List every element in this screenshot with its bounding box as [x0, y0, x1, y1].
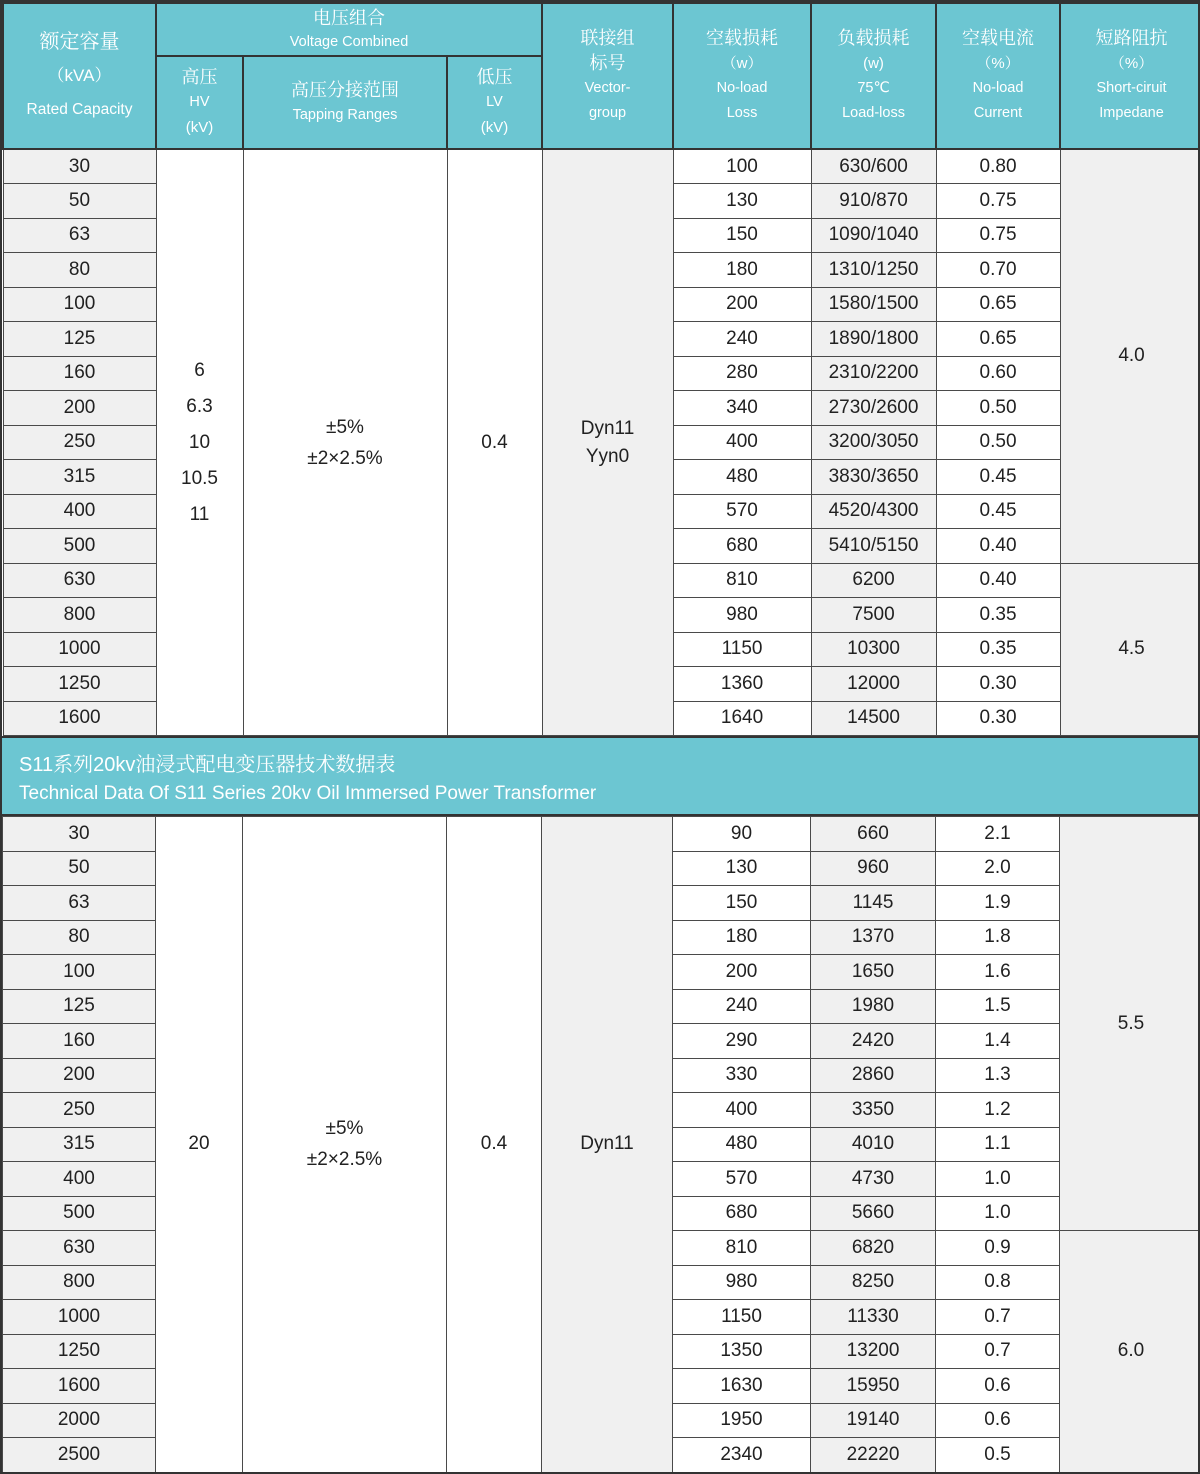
hv-cell: [156, 149, 243, 736]
noload-current-cell: 0.75: [936, 184, 1060, 219]
vector-group-cell-line: Yyn0: [585, 445, 630, 467]
load-loss-cell: 4010: [811, 1127, 936, 1162]
header-rated-capacity-unit: （kVA）: [47, 66, 112, 85]
noload-loss-cell: 810: [673, 1231, 811, 1266]
noload-loss-cell: 980: [673, 598, 811, 633]
load-loss-cell: 6200: [811, 563, 936, 598]
header-noload-current-line: （%）: [976, 55, 1020, 72]
header-noload-loss-line: （w）: [721, 55, 763, 72]
noload-loss-cell: 180: [673, 920, 811, 955]
header-lv-en: LV: [486, 94, 503, 110]
noload-current-cell: 1.2: [936, 1093, 1060, 1128]
vector-group-cell-line: Dyn11: [580, 1133, 634, 1155]
spec-table-lower: [2, 816, 1200, 1473]
capacity-cell: 500: [3, 529, 156, 564]
noload-loss-cell: 130: [673, 851, 811, 886]
header-noload-loss: [673, 3, 811, 149]
noload-loss-cell: 480: [673, 460, 811, 495]
noload-current-cell: 0.50: [936, 425, 1060, 460]
hv-cell-line: 6: [194, 359, 205, 381]
noload-loss-cell: 200: [673, 287, 811, 322]
load-loss-cell: 13200: [811, 1334, 936, 1369]
load-loss-cell: 2420: [811, 1024, 936, 1059]
capacity-cell: 630: [3, 1231, 156, 1266]
noload-current-cell: 0.6: [936, 1369, 1060, 1404]
header-voltage-combined-en: Voltage Combined: [289, 33, 409, 50]
capacity-cell: 160: [3, 1024, 156, 1059]
header-lv-zh: 低压: [476, 67, 513, 87]
lv-cell: 0.4: [447, 149, 542, 736]
noload-loss-cell: 680: [673, 529, 811, 564]
lv-cell: 0.4: [447, 817, 542, 1473]
noload-current-cell: 0.30: [936, 667, 1060, 702]
noload-current-cell: 1.6: [936, 955, 1060, 990]
load-loss-cell: 3200/3050: [811, 425, 936, 460]
noload-current-cell: 1.1: [936, 1127, 1060, 1162]
header-hv: [156, 56, 243, 149]
section-title-banner: [2, 736, 1198, 816]
header-rated-capacity-en: Rated Capacity: [26, 101, 133, 118]
noload-current-cell: 0.9: [936, 1231, 1060, 1266]
noload-loss-cell: 100: [673, 149, 811, 184]
load-loss-cell: 2310/2200: [811, 356, 936, 391]
noload-loss-cell: 1150: [673, 1300, 811, 1335]
header-vector-group-line: group: [588, 105, 627, 121]
noload-current-cell: 1.0: [936, 1162, 1060, 1197]
noload-current-cell: 0.75: [936, 218, 1060, 253]
noload-loss-cell: 130: [673, 184, 811, 219]
load-loss-cell: 4520/4300: [811, 494, 936, 529]
noload-loss-cell: 1150: [673, 632, 811, 667]
header-voltage-combined: [156, 3, 542, 56]
tapping-range-cell: [243, 817, 447, 1473]
load-loss-cell: 14500: [811, 701, 936, 736]
capacity-cell: 1000: [3, 1300, 156, 1335]
header-tapping-en: Tapping Ranges: [292, 106, 398, 123]
vector-group-cell-line: Dyn11: [580, 417, 635, 439]
capacity-cell: 50: [3, 851, 156, 886]
vector-group-cell: [542, 149, 673, 736]
noload-current-cell: 0.70: [936, 253, 1060, 288]
noload-loss-cell: 810: [673, 563, 811, 598]
load-loss-cell: 22220: [811, 1438, 936, 1473]
hv-cell-line: 11: [189, 503, 210, 525]
capacity-cell: 125: [3, 989, 156, 1024]
spec-row: [3, 817, 1200, 852]
noload-current-cell: 0.8: [936, 1265, 1060, 1300]
impedance-cell: 5.5: [1060, 817, 1200, 1231]
capacity-cell: 250: [3, 425, 156, 460]
noload-loss-cell: 2340: [673, 1438, 811, 1473]
tapping-range-cell-line: ±2×2.5%: [306, 1149, 383, 1171]
header-hv-unit: (kV): [185, 119, 214, 136]
load-loss-cell: 3350: [811, 1093, 936, 1128]
noload-loss-cell: 90: [673, 817, 811, 852]
load-loss-cell: 1980: [811, 989, 936, 1024]
capacity-cell: 315: [3, 460, 156, 495]
hv-cell-line: 10: [188, 431, 211, 453]
noload-loss-cell: 1360: [673, 667, 811, 702]
load-loss-cell: 910/870: [811, 184, 936, 219]
noload-current-cell: 0.60: [936, 356, 1060, 391]
capacity-cell: 100: [3, 955, 156, 990]
noload-current-cell: 1.9: [936, 886, 1060, 921]
noload-loss-cell: 240: [673, 989, 811, 1024]
noload-current-cell: 0.35: [936, 632, 1060, 667]
capacity-cell: 250: [3, 1093, 156, 1128]
header-vector-group: [542, 3, 673, 149]
capacity-cell: 100: [3, 287, 156, 322]
load-loss-cell: 960: [811, 851, 936, 886]
capacity-cell: 800: [3, 1265, 156, 1300]
header-load-loss-line: 负载损耗: [837, 28, 910, 48]
noload-current-cell: 0.65: [936, 287, 1060, 322]
noload-current-cell: 0.7: [936, 1300, 1060, 1335]
header-noload-current-line: No-load: [972, 80, 1024, 96]
impedance-cell: 6.0: [1060, 1231, 1200, 1473]
noload-current-cell: 1.5: [936, 989, 1060, 1024]
header-rated-capacity-zh: 额定容量: [39, 31, 120, 53]
header-hv-en: HV: [189, 94, 210, 110]
capacity-cell: 315: [3, 1127, 156, 1162]
header-lv-unit: (kV): [480, 119, 509, 136]
spec-table-upper: [2, 2, 1200, 736]
load-loss-cell: 6820: [811, 1231, 936, 1266]
load-loss-cell: 1145: [811, 886, 936, 921]
load-loss-cell: 1370: [811, 920, 936, 955]
noload-loss-cell: 980: [673, 1265, 811, 1300]
noload-loss-cell: 340: [673, 391, 811, 426]
header-impedance-line: 短路阻抗: [1095, 28, 1168, 48]
load-loss-cell: 7500: [811, 598, 936, 633]
noload-current-cell: 1.8: [936, 920, 1060, 955]
tapping-range-cell-line: ±2×2.5%: [307, 447, 383, 469]
header-load-loss-line: 75℃: [857, 80, 890, 96]
load-loss-cell: 19140: [811, 1403, 936, 1438]
header-vector-group-line: 标号: [589, 53, 626, 73]
capacity-cell: 80: [3, 920, 156, 955]
capacity-cell: 125: [3, 322, 156, 357]
spec-row: [3, 149, 1200, 184]
load-loss-cell: 3830/3650: [811, 460, 936, 495]
noload-current-cell: 0.45: [936, 494, 1060, 529]
load-loss-cell: 660: [811, 817, 936, 852]
noload-loss-cell: 400: [673, 425, 811, 460]
noload-loss-cell: 400: [673, 1093, 811, 1128]
header-noload-current-line: Current: [973, 105, 1023, 121]
header-load-loss: [811, 3, 936, 149]
load-loss-cell: 2860: [811, 1058, 936, 1093]
noload-loss-cell: 570: [673, 494, 811, 529]
header-impedance-line: Short-ciruit: [1096, 80, 1167, 96]
noload-current-cell: 0.40: [936, 563, 1060, 598]
header-lv: [447, 56, 542, 149]
noload-loss-cell: 290: [673, 1024, 811, 1059]
noload-loss-cell: 1630: [673, 1369, 811, 1404]
hv-cell: [156, 817, 243, 1473]
capacity-cell: 1250: [3, 667, 156, 702]
capacity-cell: 800: [3, 598, 156, 633]
header-impedance-line: Impedane: [1099, 105, 1164, 121]
noload-loss-cell: 1950: [673, 1403, 811, 1438]
capacity-cell: 200: [3, 1058, 156, 1093]
vector-group-cell: [542, 817, 673, 1473]
capacity-cell: 630: [3, 563, 156, 598]
noload-loss-cell: 680: [673, 1196, 811, 1231]
impedance-cell: 4.0: [1060, 149, 1200, 563]
noload-loss-cell: 150: [673, 886, 811, 921]
load-loss-cell: 5660: [811, 1196, 936, 1231]
impedance-cell: 4.5: [1060, 563, 1200, 736]
noload-loss-cell: 570: [673, 1162, 811, 1197]
header-impedance-line: （%）: [1109, 55, 1154, 72]
header-noload-loss-line: No-load: [716, 80, 768, 96]
tapping-range-cell-line: ±5%: [325, 1118, 364, 1140]
capacity-cell: 30: [3, 149, 156, 184]
noload-loss-cell: 200: [673, 955, 811, 990]
noload-current-cell: 0.7: [936, 1334, 1060, 1369]
header-rated-capacity: [3, 3, 156, 149]
header-short-circuit-impedance: [1060, 3, 1200, 149]
capacity-cell: 160: [3, 356, 156, 391]
header-vector-group-line: Vector-: [584, 80, 631, 96]
section-2-body: [3, 817, 1200, 1473]
noload-loss-cell: 150: [673, 218, 811, 253]
load-loss-cell: 5410/5150: [811, 529, 936, 564]
noload-loss-cell: 330: [673, 1058, 811, 1093]
load-loss-cell: 1580/1500: [811, 287, 936, 322]
header-noload-loss-line: Loss: [726, 105, 758, 121]
load-loss-cell: 1090/1040: [811, 218, 936, 253]
tapping-range-cell: [243, 149, 447, 736]
table-header: [3, 3, 1200, 149]
noload-current-cell: 0.35: [936, 598, 1060, 633]
capacity-cell: 30: [3, 817, 156, 852]
noload-current-cell: 0.6: [936, 1403, 1060, 1438]
banner-title-zh: S11系列20kv油浸式配电变压器技术数据表: [19, 753, 396, 776]
header-tapping-zh: 高压分接范围: [291, 79, 399, 100]
capacity-cell: 400: [3, 1162, 156, 1197]
capacity-cell: 63: [3, 886, 156, 921]
load-loss-cell: 1650: [811, 955, 936, 990]
noload-current-cell: 2.1: [936, 817, 1060, 852]
hv-cell-line: 10.5: [181, 467, 218, 489]
noload-loss-cell: 1640: [673, 701, 811, 736]
capacity-cell: 400: [3, 494, 156, 529]
hv-cell-line: 20: [188, 1133, 210, 1155]
capacity-cell: 2000: [3, 1403, 156, 1438]
noload-current-cell: 1.4: [936, 1024, 1060, 1059]
load-loss-cell: 1890/1800: [811, 322, 936, 357]
header-hv-zh: 高压: [181, 67, 218, 87]
noload-loss-cell: 1350: [673, 1334, 811, 1369]
capacity-cell: 500: [3, 1196, 156, 1231]
noload-current-cell: 0.50: [936, 391, 1060, 426]
header-load-loss-line: Load-loss: [842, 105, 905, 121]
noload-current-cell: 0.65: [936, 322, 1060, 357]
noload-loss-cell: 240: [673, 322, 811, 357]
load-loss-cell: 10300: [811, 632, 936, 667]
header-noload-loss-line: 空载损耗: [706, 28, 779, 48]
section-1-body: [3, 149, 1200, 736]
load-loss-cell: 15950: [811, 1369, 936, 1404]
load-loss-cell: 11330: [811, 1300, 936, 1335]
capacity-cell: 80: [3, 253, 156, 288]
hv-cell-line: 6.3: [186, 395, 213, 417]
noload-current-cell: 0.80: [936, 149, 1060, 184]
noload-current-cell: 1.3: [936, 1058, 1060, 1093]
noload-loss-cell: 480: [673, 1127, 811, 1162]
noload-current-cell: 1.0: [936, 1196, 1060, 1231]
capacity-cell: 2500: [3, 1438, 156, 1473]
load-loss-cell: 2730/2600: [811, 391, 936, 426]
noload-current-cell: 0.45: [936, 460, 1060, 495]
capacity-cell: 50: [3, 184, 156, 219]
capacity-cell: 1600: [3, 701, 156, 736]
header-noload-current-line: 空载电流: [962, 28, 1035, 48]
noload-loss-cell: 180: [673, 253, 811, 288]
header-vector-group-line: 联接组: [580, 28, 635, 48]
load-loss-cell: 8250: [811, 1265, 936, 1300]
capacity-cell: 200: [3, 391, 156, 426]
noload-current-cell: 0.5: [936, 1438, 1060, 1473]
header-load-loss-line: (w): [863, 55, 884, 72]
banner-title-en: Technical Data Of S11 Series 20kv Oil Immersed Power Transformer: [19, 782, 597, 804]
load-loss-cell: 1310/1250: [811, 253, 936, 288]
capacity-cell: 63: [3, 218, 156, 253]
load-loss-cell: 630/600: [811, 149, 936, 184]
load-loss-cell: 12000: [811, 667, 936, 702]
capacity-cell: 1000: [3, 632, 156, 667]
header-voltage-combined-zh: 电压组合: [313, 7, 386, 28]
noload-loss-cell: 280: [673, 356, 811, 391]
noload-current-cell: 0.30: [936, 701, 1060, 736]
capacity-cell: 1250: [3, 1334, 156, 1369]
tapping-range-cell-line: ±5%: [326, 416, 364, 438]
header-noload-current: [936, 3, 1060, 149]
noload-current-cell: 2.0: [936, 851, 1060, 886]
load-loss-cell: 4730: [811, 1162, 936, 1197]
header-tapping-ranges: [243, 56, 447, 149]
noload-current-cell: 0.40: [936, 529, 1060, 564]
capacity-cell: 1600: [3, 1369, 156, 1404]
